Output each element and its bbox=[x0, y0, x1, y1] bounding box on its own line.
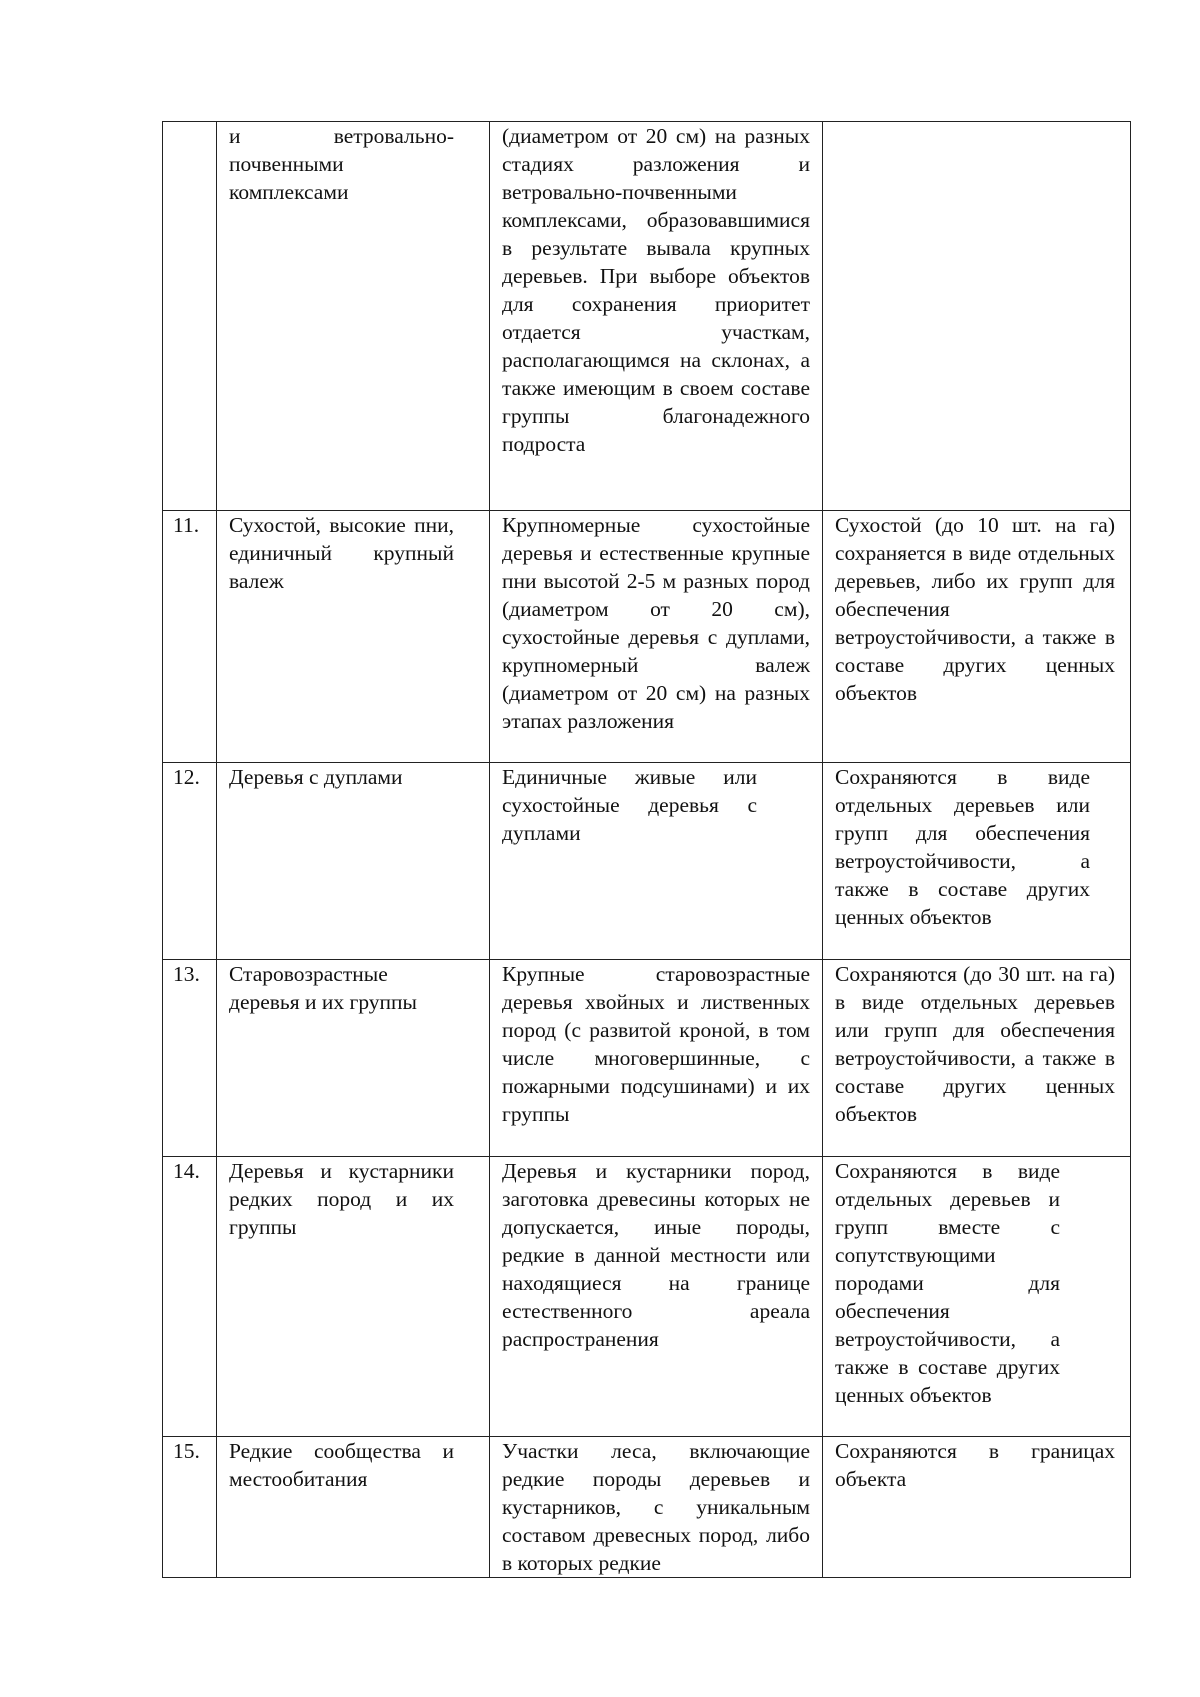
row-number-cell bbox=[163, 960, 217, 1157]
row-number-cell bbox=[163, 1437, 217, 1578]
table-row bbox=[163, 960, 1131, 1157]
table-row bbox=[163, 1437, 1131, 1578]
table-row bbox=[163, 122, 1131, 511]
object-description: Деревья и кустарники пород, заготовка древесины которых не допускается, иные породы, редкие в данной местности или находящиеся на границе естественного ареала распространения bbox=[502, 1159, 810, 1351]
object-description-cell bbox=[490, 1157, 823, 1437]
preservation-rule-cell bbox=[823, 511, 1131, 763]
preservation-rule: Сохраняются (до 30 шт. на га) в виде отдельных деревьев или групп для обеспечения ветроустойчивости, а также в составе других ценных объектов bbox=[835, 962, 1115, 1126]
object-name-cell bbox=[217, 763, 490, 960]
table-row bbox=[163, 1157, 1131, 1437]
preservation-rule-cell bbox=[823, 1437, 1131, 1578]
object-description: Крупномерные сухостойные деревья и естественные крупные пни высотой 2-5 м разных пород (диаметром от 20 см), сухостойные деревья с дуплами, крупномерный валеж (диаметром от 20 см) на разных этапах разложения bbox=[502, 513, 810, 733]
preservation-rule-cell bbox=[823, 960, 1131, 1157]
row-number: 15. bbox=[173, 1439, 200, 1463]
object-description: Единичные живые или сухостойные деревья с дуплами bbox=[502, 765, 757, 845]
objects-table bbox=[162, 121, 1131, 1578]
preservation-rule: Сохраняются в виде отдельных деревьев и групп вместе с сопутствующими породами для обеспечения ветроустойчивости, а также в составе других ценных объектов bbox=[835, 1159, 1060, 1407]
preservation-rule: Сохраняются в виде отдельных деревьев или групп для обеспечения ветроустойчивости, а также в составе других ценных объектов bbox=[835, 765, 1090, 929]
row-number-cell bbox=[163, 511, 217, 763]
row-number-cell bbox=[163, 763, 217, 960]
row-number-cell bbox=[163, 1157, 217, 1437]
object-name: Деревья с дуплами bbox=[229, 765, 403, 789]
object-description-cell bbox=[490, 960, 823, 1157]
object-name: Старовозрастные деревья и их группы bbox=[229, 962, 417, 1014]
object-name: Деревья и кустарники редких пород и их группы bbox=[229, 1159, 454, 1239]
object-description-cell bbox=[490, 1437, 823, 1578]
preservation-rule-cell bbox=[823, 1157, 1131, 1437]
object-description-cell bbox=[490, 763, 823, 960]
object-name-cell bbox=[217, 1157, 490, 1437]
preservation-rule-cell bbox=[823, 763, 1131, 960]
row-number-cell bbox=[163, 122, 217, 511]
object-description: (диаметром от 20 см) на разных стадиях разложения и ветровально-почвенными комплексами, образовавшимися в результате вывала крупных деревьев. При выборе объектов для сохранения приоритет отдается участкам, располагающимся на склонах, а также имеющим в своем составе группы благонадежного подроста bbox=[502, 124, 810, 456]
object-description: Крупные старовозрастные деревья хвойных и лиственных пород (с развитой кроной, в том числе многовершинные, с пожарными подсушинами) и их группы bbox=[502, 962, 810, 1126]
row-number: 11. bbox=[173, 513, 200, 537]
object-name-cell bbox=[217, 511, 490, 763]
table-row bbox=[163, 511, 1131, 763]
preservation-rule: Сохраняются в границах объекта bbox=[835, 1439, 1115, 1491]
row-number: 14. bbox=[173, 1159, 200, 1183]
row-number: 13. bbox=[173, 962, 200, 986]
preservation-rule: Сухостой (до 10 шт. на га) сохраняется в виде отдельных деревьев, либо их групп для обеспечения ветроустойчивости, а также в составе других ценных объектов bbox=[835, 513, 1115, 705]
row-number: 12. bbox=[173, 765, 200, 789]
table-row bbox=[163, 763, 1131, 960]
object-description-cell bbox=[490, 511, 823, 763]
object-description: Участки леса, включающие редкие породы деревьев и кустарников, с уникальным составом древесных пород, либо в которых редкие bbox=[502, 1439, 810, 1575]
object-name: и ветровально-почвенными комплексами bbox=[229, 124, 454, 204]
object-name: Сухостой, высокие пни, единичный крупный валеж bbox=[229, 513, 454, 593]
object-name-cell bbox=[217, 1437, 490, 1578]
object-name-cell bbox=[217, 122, 490, 511]
object-name-cell bbox=[217, 960, 490, 1157]
preservation-rule-cell bbox=[823, 122, 1131, 511]
object-name: Редкие сообщества и местообитания bbox=[229, 1439, 454, 1491]
object-description-cell bbox=[490, 122, 823, 511]
